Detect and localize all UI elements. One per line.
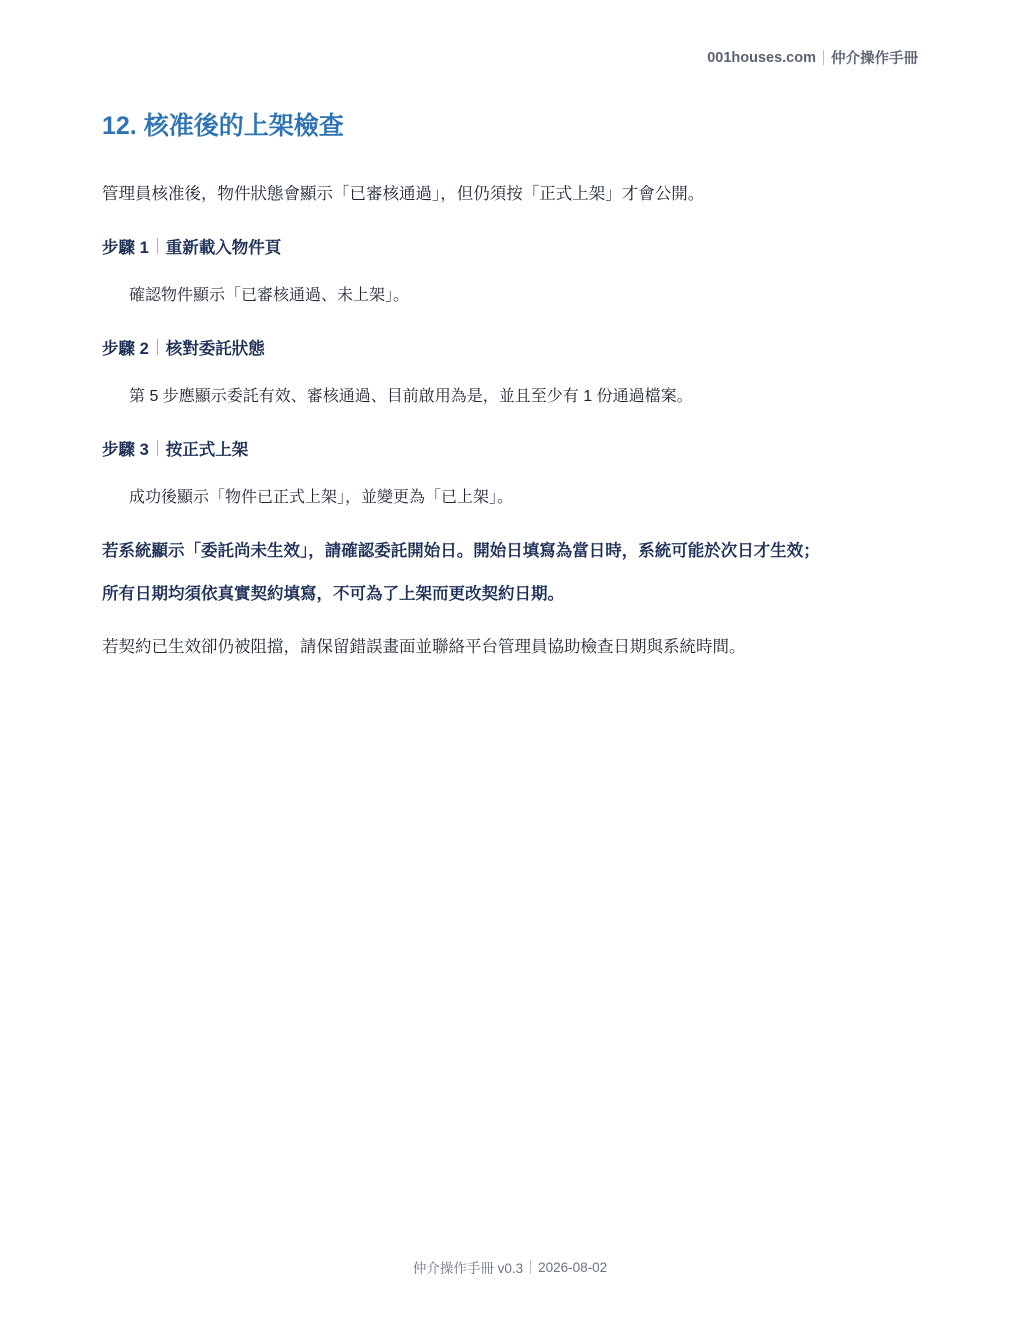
step-divider (157, 440, 158, 456)
section-title: 12. 核准後的上架檢查 (102, 112, 344, 140)
page-header (707, 47, 918, 68)
step-desc-2: 第 5 步應顯示委託有效、審核通過、目前啟用為是，並且至少有 1 份通過檔案。 (129, 388, 693, 405)
step-desc-3: 成功後顯示「物件已正式上架」，並變更為「已上架」。 (129, 489, 514, 506)
closing-paragraph: 若契約已生效卻仍被阻擋，請保留錯誤畫面並聯絡平台管理員協助檢查日期與系統時間。 (102, 638, 746, 656)
step-title: 重新載入物件頁 (165, 239, 282, 257)
warning-note-line-2: 所有日期均須依真實契約填寫，不可為了上架而更改契約日期。 (102, 585, 564, 603)
footer-date: 2026-08-02 (538, 1259, 608, 1275)
footer-divider (530, 1260, 531, 1274)
header-doc-title: 仲介操作手冊 (831, 51, 918, 67)
step-label: 步驟 1 (102, 239, 149, 257)
step-title: 按正式上架 (165, 441, 249, 459)
warning-note-line-1: 若系統顯示「委託尚未生效」，請確認委託開始日。開始日填寫為當日時，系統可能於次日才生效； (102, 542, 820, 560)
footer-version: 仲介操作手冊 v0.3 (412, 1261, 524, 1276)
header-divider (823, 50, 824, 65)
step-label: 步驟 3 (102, 441, 149, 459)
page-footer (0, 1257, 1020, 1277)
step-title: 核對委託狀態 (165, 340, 265, 358)
header-site: 001houses.com (707, 49, 816, 66)
step-desc-1: 確認物件顯示「已審核通過、未上架」。 (129, 287, 410, 304)
step-divider (157, 339, 158, 355)
step-divider (157, 238, 158, 254)
step-heading-2 (102, 335, 265, 359)
intro-paragraph: 管理員核准後，物件狀態會顯示「已審核通過」，但仍須按「正式上架」才會公開。 (102, 185, 705, 203)
step-label: 步驟 2 (102, 340, 149, 358)
step-heading-3 (102, 436, 248, 460)
step-heading-1 (102, 234, 281, 258)
